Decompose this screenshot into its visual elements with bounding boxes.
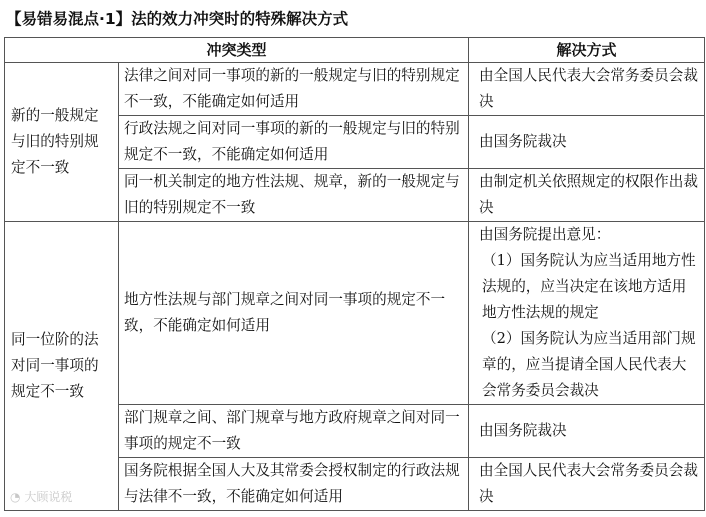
conflict-cell: 行政法规之间对同一事项的新的一般规定与旧的特别规定不一致，不能确定如何适用 (119, 116, 469, 169)
conflict-cell: 法律之间对同一事项的新的一般规定与旧的特别规定不一致，不能确定如何适用 (119, 63, 469, 116)
resolution-cell: 由制定机关依照规定的权限作出裁决 (469, 169, 705, 222)
table-row (5, 63, 705, 116)
resolution-option-2: （2）国务院认为应当适用部门规章的，应当提请全国人民代表大会常务委员会裁决 (482, 330, 696, 399)
resolution-cell: 由国务院裁决 (469, 116, 705, 169)
page-title: 【易错易混点·1】法的效力冲突时的特殊解决方式 (6, 10, 349, 28)
resolution-cell: 由全国人民代表大会常务委员会裁决 (469, 63, 705, 116)
resolution-intro: 由国务院提出意见： (479, 226, 611, 243)
table-row (5, 222, 705, 405)
resolution-option-1: （1）国务院认为应当适用地方性法规的，应当决定在该地方适用地方性法规的规定 (482, 252, 696, 321)
watermark-logo-icon: ◔ (10, 490, 21, 504)
conflict-resolution-table (4, 37, 705, 511)
header-resolution: 解决方式 (469, 38, 705, 63)
resolution-cell: 由国务院裁决 (469, 405, 705, 458)
resolution-cell (469, 222, 705, 405)
watermark (10, 488, 72, 505)
conflict-cell: 部门规章之间、部门规章与地方政府规章之间对同一事项的规定不一致 (119, 405, 469, 458)
category-cell: 同一位阶的法对同一事项的规定不一致 (5, 222, 119, 511)
category-cell: 新的一般规定与旧的特别规定不一致 (5, 63, 119, 222)
conflict-cell: 国务院根据全国人大及其常委会授权制定的行政法规与法律不一致，不能确定如何适用 (119, 458, 469, 511)
watermark-text: 大顾说税 (24, 490, 73, 504)
resolution-cell: 由全国人民代表大会常务委员会裁决 (469, 458, 705, 511)
conflict-cell: 地方性法规与部门规章之间对同一事项的规定不一致，不能确定如何适用 (119, 222, 469, 405)
conflict-cell: 同一机关制定的地方性法规、规章，新的一般规定与旧的特别规定不一致 (119, 169, 469, 222)
table-header-row (5, 38, 705, 63)
header-conflict-type: 冲突类型 (5, 38, 469, 63)
